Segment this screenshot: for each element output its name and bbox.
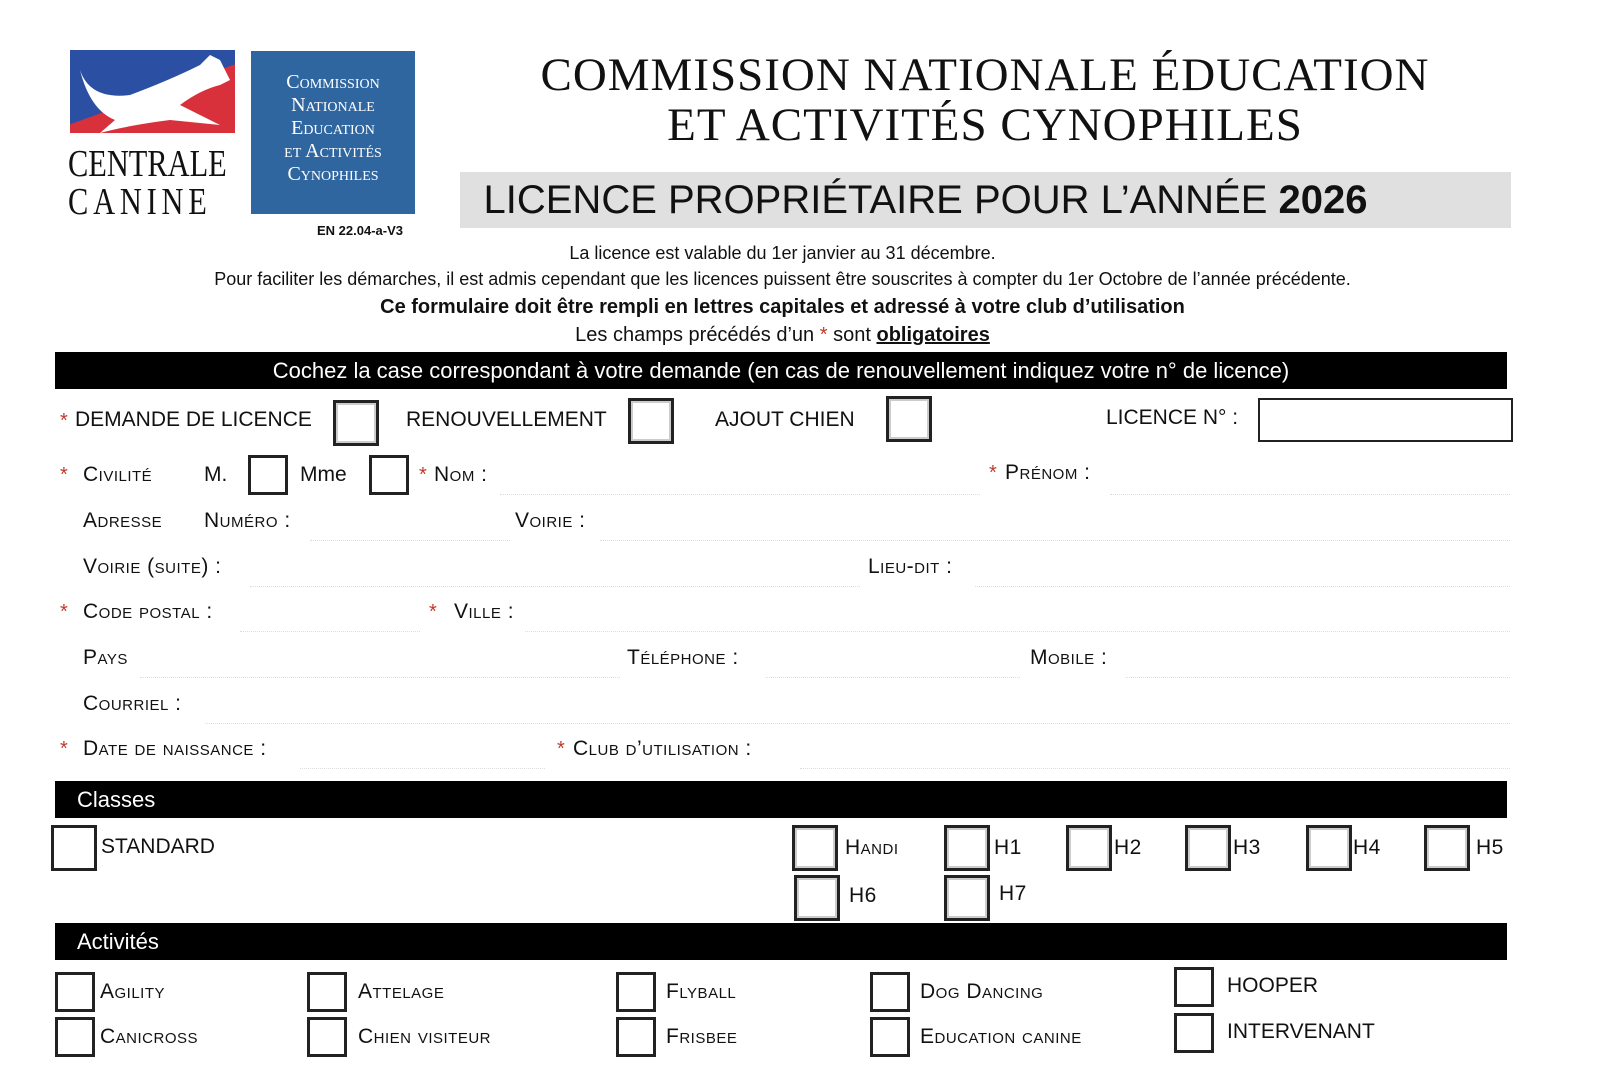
date-naissance-label: Date de naissance : — [83, 737, 267, 760]
education-canine-label: Education canine — [920, 1025, 1082, 1048]
date-naissance-input[interactable] — [300, 768, 545, 769]
required-star: * — [429, 601, 437, 623]
m-label: M. — [204, 463, 228, 486]
handi-label: Handi — [845, 836, 899, 859]
licence-title: LICENCE PROPRIÉTAIRE POUR L’ANNÉE — [483, 178, 1268, 222]
renouvellement-checkbox[interactable] — [628, 398, 674, 444]
required-star: * — [419, 464, 427, 486]
chien-visiteur-label: Chien visiteur — [358, 1025, 492, 1048]
numero-label: Numéro : — [204, 509, 291, 532]
mme-checkbox[interactable] — [369, 455, 409, 495]
required-star: * — [60, 738, 68, 760]
pays-input[interactable] — [140, 677, 620, 678]
telephone-label: Téléphone : — [627, 646, 739, 669]
title-line2: ET ACTIVITÉS CYNOPHILES — [667, 99, 1303, 151]
commission-logo — [251, 51, 415, 214]
numero-input[interactable] — [310, 540, 510, 541]
info-required — [0, 324, 1565, 347]
logo-line: Education — [291, 117, 375, 139]
form-code: EN 22.04-a-V3 — [317, 223, 403, 238]
demande-licence-label: DEMANDE DE LICENCE — [75, 408, 312, 431]
h7-checkbox[interactable] — [944, 875, 990, 921]
h2-checkbox[interactable] — [1066, 825, 1112, 871]
info-capitals: Ce formulaire doit être rempli en lettres capitales et adressé à votre club d’utilisation — [380, 296, 1185, 318]
demande-licence-checkbox[interactable] — [333, 400, 379, 446]
required-star: * — [557, 738, 565, 760]
lieu-dit-label: Lieu-dit : — [868, 555, 953, 578]
dog-dancing-checkbox[interactable] — [870, 972, 910, 1012]
logo-centrale: CENTRALE — [68, 143, 227, 185]
dog-dancing-label: Dog Dancing — [920, 980, 1044, 1003]
flyball-checkbox[interactable] — [616, 972, 656, 1012]
frisbee-checkbox[interactable] — [616, 1017, 656, 1057]
frisbee-label: Frisbee — [666, 1025, 738, 1048]
courriel-label: Courriel : — [83, 692, 182, 715]
dog-icon — [70, 50, 235, 133]
h5-label: H5 — [1476, 836, 1504, 859]
info-obligatoires: obligatoires — [876, 324, 990, 346]
ajout-chien-checkbox[interactable] — [886, 396, 932, 442]
m-checkbox[interactable] — [248, 455, 288, 495]
club-input[interactable] — [800, 768, 1510, 769]
logo-canine: CANINE — [68, 181, 212, 223]
attelage-label: Attelage — [358, 980, 445, 1003]
logo-line: et Activités — [284, 140, 382, 162]
intervenant-checkbox[interactable] — [1174, 1013, 1214, 1053]
required-star: * — [989, 462, 997, 484]
h3-checkbox[interactable] — [1185, 825, 1231, 871]
mme-label: Mme — [300, 463, 347, 486]
h2-label: H2 — [1114, 836, 1142, 859]
voirie-label: Voirie : — [515, 509, 586, 532]
telephone-input[interactable] — [765, 677, 1020, 678]
logo-line: Commission — [286, 71, 380, 93]
intervenant-label: INTERVENANT — [1227, 1020, 1375, 1043]
h6-label: H6 — [849, 884, 877, 907]
ville-label: Ville : — [454, 600, 515, 623]
attelage-checkbox[interactable] — [307, 972, 347, 1012]
standard-checkbox[interactable] — [51, 825, 97, 871]
ville-input[interactable] — [525, 631, 1510, 632]
voirie-suite-input[interactable] — [250, 586, 860, 587]
flyball-label: Flyball — [666, 980, 737, 1003]
code-postal-label: Code postal : — [83, 600, 213, 623]
canicross-label: Canicross — [100, 1025, 199, 1048]
licence-year: 2026 — [1278, 178, 1368, 222]
education-canine-checkbox[interactable] — [870, 1017, 910, 1057]
licence-title-bar — [460, 172, 1511, 228]
ajout-chien-label: AJOUT CHIEN — [715, 408, 855, 431]
h4-checkbox[interactable] — [1306, 825, 1352, 871]
mobile-input[interactable] — [1125, 677, 1510, 678]
hooper-label: HOOPER — [1227, 974, 1319, 997]
h1-checkbox[interactable] — [944, 825, 990, 871]
required-star: * — [819, 324, 828, 346]
voirie-input[interactable] — [600, 540, 1510, 541]
info-validity: La licence est valable du 1er janvier au 31 décembre. — [569, 243, 996, 263]
standard-label: STANDARD — [101, 835, 215, 858]
info-early: Pour faciliter les démarches, il est admis cependant que les licences puissent être souscrites à compter du 1er Octobre de l’année précédente. — [214, 269, 1351, 289]
civilite-label: Civilité — [83, 463, 153, 486]
club-label: Club d’utilisation : — [573, 737, 752, 760]
licence-no-label: LICENCE N° : — [1106, 406, 1239, 429]
required-star: * — [60, 410, 68, 432]
mobile-label: Mobile : — [1030, 646, 1108, 669]
prenom-label: Prénom : — [1005, 461, 1091, 484]
h4-label: H4 — [1353, 836, 1381, 859]
h7-label: H7 — [999, 882, 1027, 905]
required-star: * — [60, 601, 68, 623]
demande-header-bar: Cochez la case correspondant à votre demande (en cas de renouvellement indiquez votre n° de licence) — [55, 352, 1507, 389]
agility-label: Agility — [100, 980, 166, 1003]
canicross-checkbox[interactable] — [55, 1017, 95, 1057]
info-text: Les champs précédés d’un — [575, 324, 815, 346]
required-star: * — [60, 464, 68, 486]
prenom-input[interactable] — [1110, 494, 1510, 495]
classes-header-bar: Classes — [55, 781, 1507, 818]
courriel-input[interactable] — [205, 723, 1510, 724]
nom-label: Nom : — [434, 463, 488, 486]
info-text: sont — [833, 324, 871, 346]
h6-checkbox[interactable] — [794, 875, 840, 921]
activites-header-bar: Activités — [55, 923, 1507, 960]
agility-checkbox[interactable] — [55, 972, 95, 1012]
logo-line: Nationale — [291, 94, 375, 116]
logo-line: Cynophiles — [287, 163, 379, 185]
voirie-suite-label: Voirie (suite) : — [83, 555, 222, 578]
h3-label: H3 — [1233, 836, 1261, 859]
renouvellement-label: RENOUVELLEMENT — [406, 408, 607, 431]
centrale-canine-logo-flag — [70, 50, 235, 133]
code-postal-input[interactable] — [240, 631, 420, 632]
title-line1: COMMISSION NATIONALE ÉDUCATION — [540, 49, 1430, 101]
adresse-label: Adresse — [83, 509, 163, 532]
nom-input[interactable] — [500, 494, 980, 495]
hooper-checkbox[interactable] — [1174, 967, 1214, 1007]
handi-checkbox[interactable] — [792, 825, 838, 871]
pays-label: Pays — [83, 646, 128, 669]
lieu-dit-input[interactable] — [975, 586, 1510, 587]
chien-visiteur-checkbox[interactable] — [307, 1017, 347, 1057]
licence-number-input[interactable] — [1258, 398, 1513, 442]
h5-checkbox[interactable] — [1424, 825, 1470, 871]
h1-label: H1 — [994, 836, 1022, 859]
